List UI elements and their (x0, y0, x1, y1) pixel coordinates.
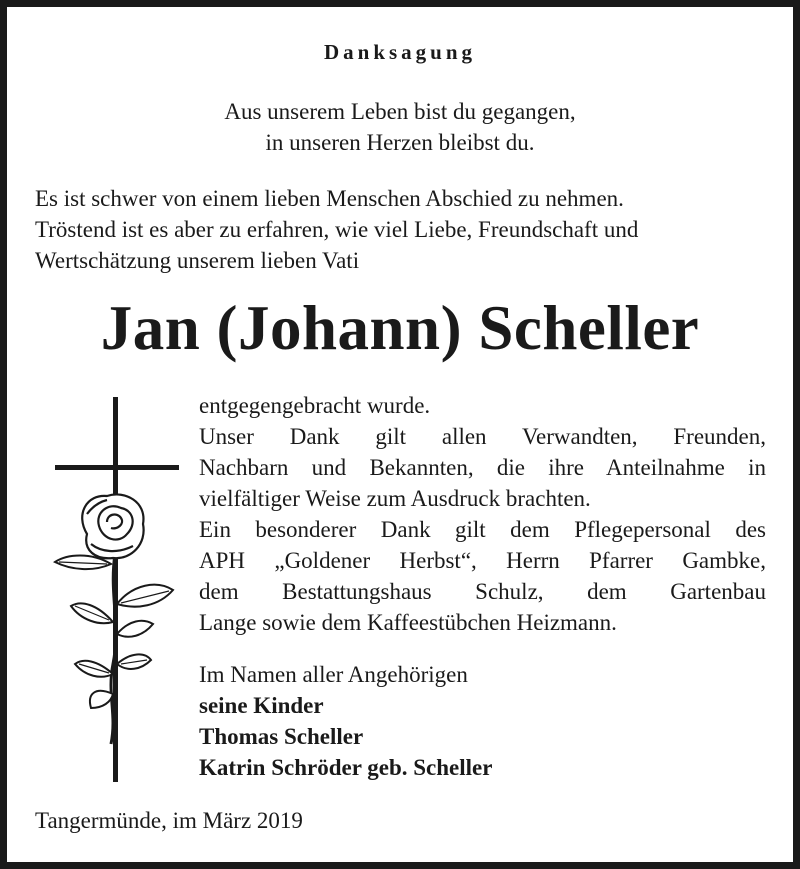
signature-name: Thomas Scheller (199, 724, 364, 749)
body-line: Unser Dank gilt allen Verwandten, Freunden, (199, 424, 766, 449)
place-date: Tangermünde, im März 2019 (35, 808, 303, 833)
body-line: Lange sowie dem Kaffeestübchen Heizmann. (199, 610, 617, 635)
signature-block (199, 659, 492, 783)
intro-line: Es ist schwer von einem lieben Menschen Abschied zu nehmen. (35, 186, 624, 211)
signature-intro: Im Namen aller Angehörigen (199, 662, 468, 687)
body-line: Ein besonderer Dank gilt dem Pflegepersonal des (199, 517, 766, 542)
body-line: APH „Goldener Herbst“, Herrn Pfarrer Gambke, (199, 548, 766, 573)
deceased-name: Jan (Johann) Scheller (100, 293, 700, 363)
cross-with-rose-icon (47, 394, 187, 784)
signature-group: seine Kinder (199, 693, 324, 718)
intro-line: Tröstend ist es aber zu erfahren, wie viel Liebe, Freundschaft und (35, 217, 639, 242)
poem-line: Aus unserem Leben bist du gegangen, (224, 99, 576, 124)
notice-heading: Danksagung (323, 40, 477, 64)
body-line: vielfältiger Weise zum Ausdruck brachten. (199, 486, 591, 511)
intro-paragraph (35, 183, 767, 276)
body-paragraph (199, 390, 766, 638)
poem-verse (7, 96, 793, 158)
intro-line: Wertschätzung unserem lieben Vati (35, 248, 360, 273)
body-line: entgegengebracht wurde. (199, 393, 431, 418)
body-line: dem Bestattungshaus Schulz, dem Gartenbau (199, 579, 766, 604)
body-line: Nachbarn und Bekannten, die ihre Anteilnahme in (199, 455, 766, 480)
signature-name: Katrin Schröder geb. Scheller (199, 755, 493, 780)
poem-line: in unseren Herzen bleibst du. (265, 130, 535, 155)
